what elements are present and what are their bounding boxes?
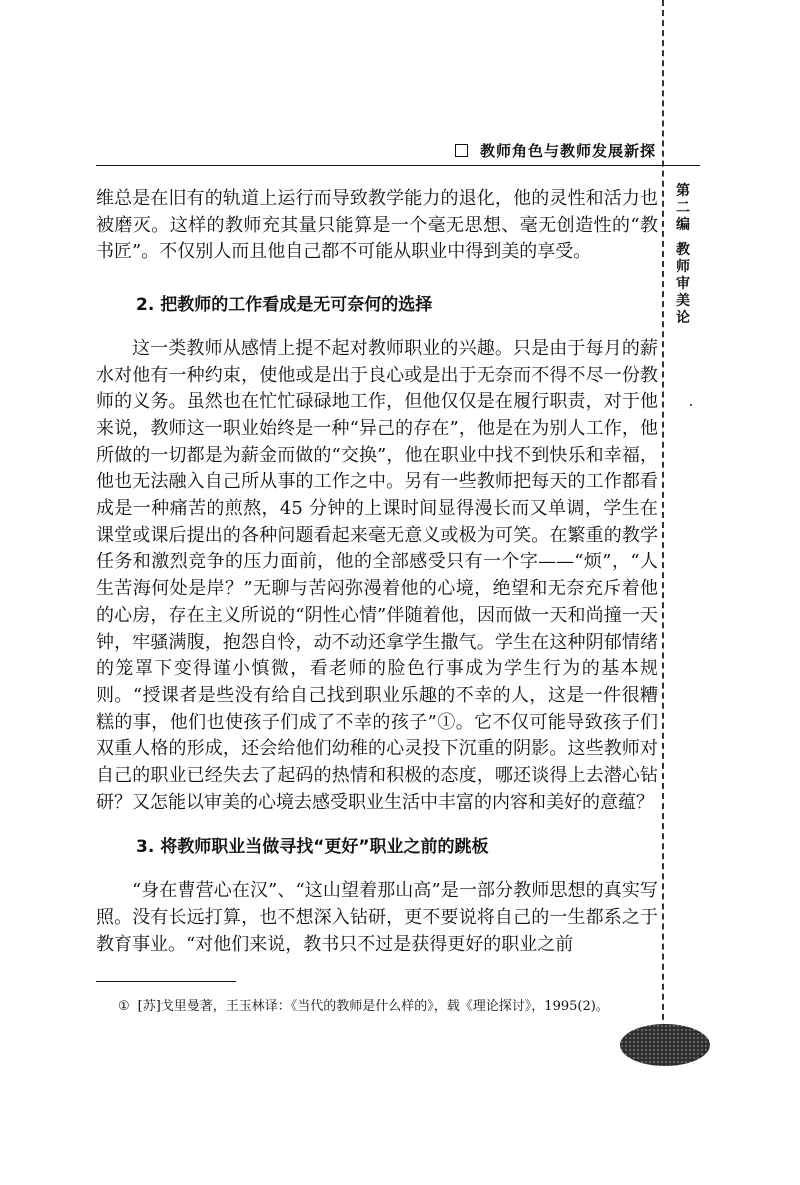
paragraph-2 bbox=[96, 336, 658, 817]
paragraph-3: “身在曹营心在汉”、“这山望着那山高”是一部分教师思想的真实写照。没有长远打算，也不想深入钻研，更不要说将自己的一生都系之于教育事业。“对他们来说，教书只不过是获得更好的职业之前 bbox=[96, 880, 658, 955]
section-heading-2: 2. 把教师的工作看成是无可奈何的选择 bbox=[136, 295, 433, 316]
footnote-marker: ① bbox=[118, 999, 130, 1014]
footnote bbox=[118, 995, 609, 1014]
side-tab bbox=[672, 183, 694, 327]
side-tab-section: 教师审美论 bbox=[676, 242, 690, 326]
running-header bbox=[96, 140, 656, 161]
body-text bbox=[96, 186, 658, 958]
header-rule bbox=[96, 165, 700, 166]
header-title: 教师角色与教师发展新探 bbox=[479, 142, 656, 160]
footnote-text: [苏]戈里曼著，王玉林译：《当代的教师是什么样的》，载《理论探讨》，1995(2)。 bbox=[137, 999, 609, 1014]
footnote-rule bbox=[96, 981, 236, 982]
paragraph-continued: 维总是在旧有的轨道上运行而导致教学能力的退化，他的灵性和活力也被磨灭。这样的教师充其量只能算是一个毫无思想、毫无创造性的“教书匠”。不仅别人而且他自己都不可能从职业中得到美的享受。 bbox=[96, 188, 658, 263]
paragraph-2-text-cont: 。它不仅可能导致孩子们双重人格的形成，还会给他们幼稚的心灵投下沉重的阴影。这些教师对自己的职业已经失去了起码的热情和积极的态度，哪还谈得上去潜心钻研？又怎能以审美的心境去感受职业生活中丰富的内容和美好的意蕴？ bbox=[96, 711, 659, 813]
page-number-badge bbox=[620, 1024, 710, 1066]
paragraph-2-text: 这一类教师从感情上提不起对教师职业的兴趣。只是由于每月的薪水对他有一种约束，使他或是出于良心或是出于无奈而不得不尽一份教师的义务。虽然也在忙忙碌碌地工作，但他仅仅是在履行职责，对于他来说，教师这一职业始终是一种“异己的存在”，他是在为别人工作，他所做的一切都是为薪金而做的“交换”，他在职业中找不到快乐和幸福，他也无法融入自己所从事的工作之中。另有一些教师把每天的工作都看成是一种痛苦的煎熬，45 分钟的上课时间显得漫长而又单调，学生在课堂或课后提出的各种问题看起来毫无意义或极为可笑。在繁重的教学任务和激烈竞争的压力面前，他的全部感受只有一个字——“烦”，“人生苦海何处是岸？”无聊与苦闷弥漫着他的心境，绝望和无奈充斥着他的心房，存在主义所说的“阴性心情”伴随着他，因而做一天和尚撞一天钟，牢骚满腹，抱怨自怜，动不动还拿学生撒气。学生在这种阴郁情绪的笼罩下变得谨小慎微，看老师的脸色行事成为学生行为的基本规则。“授课者是些没有给自己找到职业乐趣的不幸的人，这是一件很糟糕的事，他们也使孩子们成了不幸的孩子” bbox=[96, 337, 658, 733]
square-bullet-icon bbox=[455, 144, 468, 157]
footnote-ref: ① bbox=[436, 711, 456, 733]
dashed-cut-line bbox=[662, 0, 664, 1050]
margin-mark bbox=[690, 404, 692, 406]
side-tab-part: 第二编 bbox=[676, 183, 690, 233]
section-heading-3: 3. 将教师职业当做寻找“更好”职业之前的跳板 bbox=[136, 837, 489, 858]
